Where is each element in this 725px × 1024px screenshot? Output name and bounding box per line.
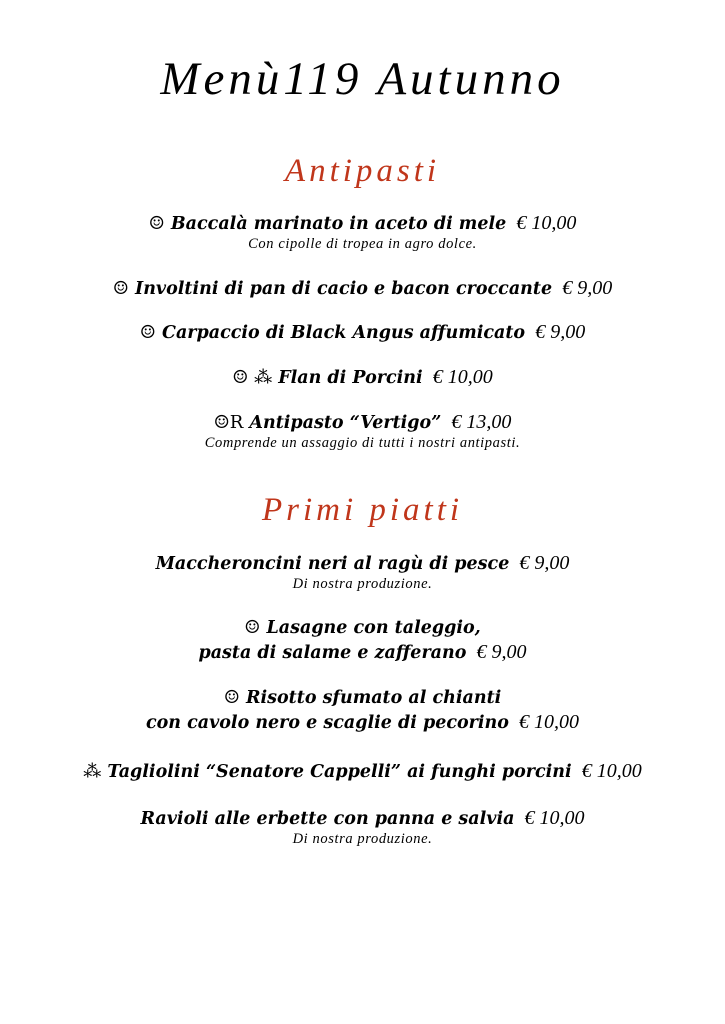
smiley-icon: ☺ <box>148 213 165 234</box>
dish-price: € 10,00 <box>581 760 642 782</box>
dish-name: Antipasto “Vertigo” <box>249 413 442 433</box>
dish-name: Tagliolini “Senatore Cappelli” ai funghi porcini <box>107 762 572 782</box>
menu-title: Menù119 Autunno <box>160 53 565 105</box>
dish-name: Maccheroncini neri al ragù di pesce <box>155 554 510 574</box>
asterism-icon: ⁂ <box>83 761 102 782</box>
smiley-icon: ☺ <box>244 617 261 638</box>
menu-item <box>0 211 725 252</box>
dish-note: Di nostra produzione. <box>292 576 433 592</box>
dish-price: € 9,00 <box>476 641 527 663</box>
dish-price: € 10,00 <box>516 212 577 234</box>
section-antipasti-heading: Antipasti <box>284 153 441 189</box>
dish-name: Risotto sfumato al chianti <box>245 688 502 708</box>
smiley-icon: ☺ <box>139 322 156 343</box>
menu-item <box>0 410 725 451</box>
dish-name: Lasagne con taleggio, <box>266 618 481 638</box>
dish-note: Comprende un assaggio di tutti i nostri antipasti. <box>204 435 521 451</box>
menu-item <box>0 759 725 784</box>
dish-note: Di nostra produzione. <box>292 831 433 847</box>
smiley-icon: ☺ <box>223 687 240 708</box>
menu-item <box>0 320 725 345</box>
menu-item <box>0 365 725 390</box>
dish-price: € 9,00 <box>519 552 570 574</box>
dish-price: € 10,00 <box>432 366 493 388</box>
dish-price: € 9,00 <box>562 277 613 299</box>
smiley-icon: ☺ <box>112 278 129 299</box>
section-primi-heading: Primi piatti <box>261 492 464 528</box>
dish-price: € 10,00 <box>519 711 580 733</box>
menu-item <box>0 806 725 847</box>
dish-name: Baccalà marinato in aceto di mele <box>170 214 507 234</box>
dish-price: € 10,00 <box>524 807 585 829</box>
dish-name: Involtini di pan di cacio e bacon croccante <box>135 279 553 299</box>
dish-price: € 9,00 <box>535 321 586 343</box>
menu-item <box>0 686 725 735</box>
menu-item <box>0 276 725 301</box>
dish-price: € 13,00 <box>451 411 512 433</box>
dish-name: Carpaccio di Black Angus affumicato <box>162 323 526 343</box>
menu-item <box>0 616 725 665</box>
dish-name-continued: pasta di salame e zafferano <box>198 643 467 663</box>
dish-name-continued: con cavolo nero e scaglie di pecorino <box>145 713 509 733</box>
dish-name: Flan di Porcini <box>278 368 423 388</box>
smiley-r-icon: ☺R <box>213 412 244 433</box>
menu-item <box>0 551 725 592</box>
smiley-asterism-icon: ☺ ⁂ <box>232 367 273 388</box>
dish-name: Ravioli alle erbette con panna e salvia <box>140 809 515 829</box>
dish-note: Con cipolle di tropea in agro dolce. <box>248 236 477 252</box>
